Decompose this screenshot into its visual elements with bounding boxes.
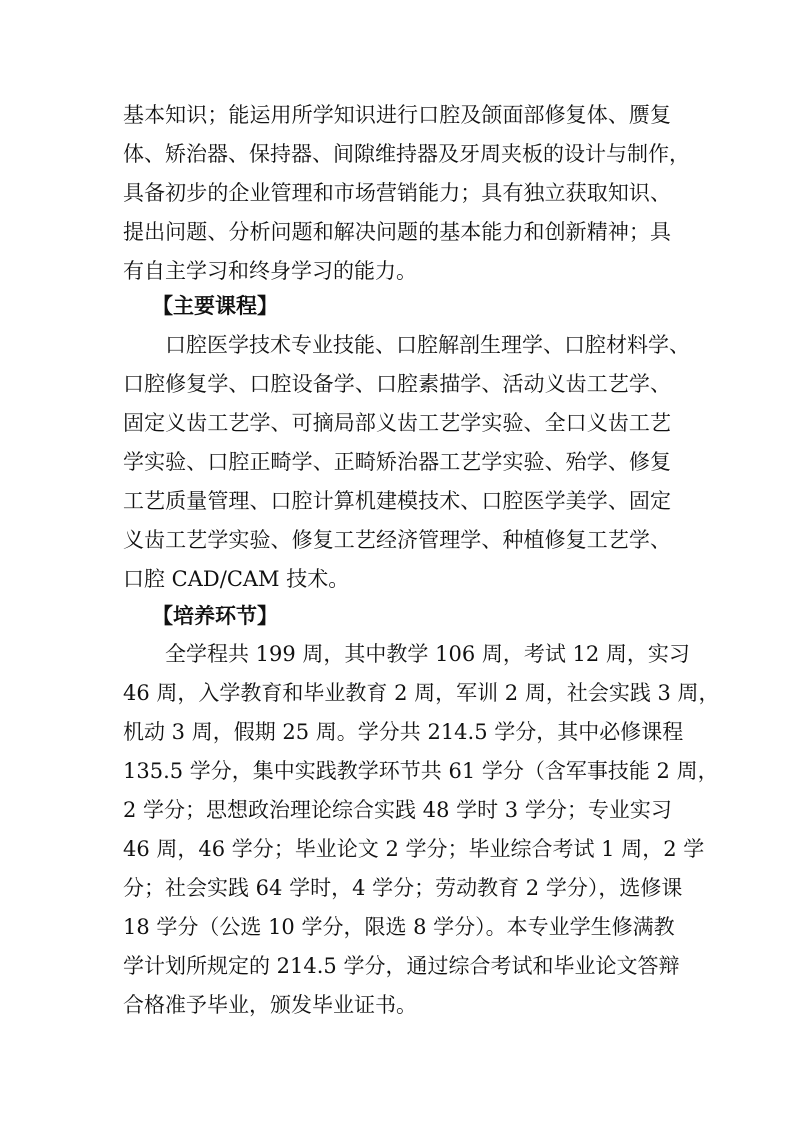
text-line: 合格准予毕业，颁发毕业证书。 [123, 993, 417, 1017]
text-line: 口腔 CAD/CAM 技术。 [123, 567, 350, 591]
text-line: 18 学分（公选 10 学分，限选 8 学分）。本专业学生修满教 [123, 915, 675, 939]
training-line [0, 829, 793, 869]
text-line: 工艺质量管理、口腔计算机建模技术、口腔医学美学、固定 [123, 489, 671, 513]
courses-line [0, 364, 793, 404]
courses-line [0, 481, 793, 521]
heading-text: 【培养环节】 [152, 603, 278, 628]
text-line: 体、矫治器、保持器、间隙维持器及牙周夹板的设计与制作， [123, 142, 690, 166]
training-line [0, 673, 793, 713]
heading-text: 【主要课程】 [152, 293, 278, 318]
training-line [0, 634, 793, 674]
text-line: 46 周，入学教育和毕业教育 2 周，军训 2 周，社会实践 3 周， [123, 681, 720, 705]
text-line: 有自主学习和终身学习的能力。 [123, 259, 417, 283]
text-line: 口腔修复学、口腔设备学、口腔素描学、活动义齿工艺学、 [123, 372, 671, 396]
intro-line [0, 212, 793, 252]
intro-line [0, 173, 793, 213]
training-line [0, 751, 793, 791]
text-line: 口腔医学技术专业技能、口腔解剖生理学、口腔材料学、 [165, 333, 690, 357]
courses-line [0, 559, 793, 599]
section-heading-training [0, 596, 793, 636]
text-line: 2 学分；思想政治理论综合实践 48 学时 3 学分；专业实习 [123, 798, 672, 822]
text-line: 135.5 学分，集中实践教学环节共 61 学分（含军事技能 2 周， [123, 759, 719, 783]
training-line [0, 712, 793, 752]
text-line: 学计划所规定的 214.5 学分，通过综合考试和毕业论文答辩 [123, 954, 680, 978]
text-line: 机动 3 周，假期 25 周。学分共 214.5 学分，其中必修课程 [123, 720, 684, 744]
training-line [0, 985, 793, 1025]
courses-line [0, 442, 793, 482]
training-line [0, 946, 793, 986]
text-line: 提出问题、分析问题和解决问题的基本能力和创新精神；具 [123, 220, 671, 244]
text-line: 学实验、口腔正畸学、正畸矫治器工艺学实验、殆学、修复 [123, 450, 671, 474]
intro-line [0, 251, 793, 291]
text-line: 具备初步的企业管理和市场营销能力；具有独立获取知识、 [123, 181, 671, 205]
text-line: 固定义齿工艺学、可摘局部义齿工艺学实验、全口义齿工艺 [123, 411, 671, 435]
courses-line [0, 325, 793, 365]
text-line: 46 周，46 学分；毕业论文 2 学分；毕业综合考试 1 周，2 学 [123, 837, 705, 861]
courses-line [0, 520, 793, 560]
intro-line [0, 134, 793, 174]
training-line [0, 907, 793, 947]
text-line: 义齿工艺学实验、修复工艺经济管理学、种植修复工艺学、 [123, 528, 671, 552]
training-line [0, 790, 793, 830]
text-line: 全学程共 199 周，其中教学 106 周，考试 12 周，实习 [165, 642, 690, 666]
training-line [0, 868, 793, 908]
text-line: 分；社会实践 64 学时，4 学分；劳动教育 2 学分），选修课 [123, 876, 683, 900]
text-line: 基本知识；能运用所学知识进行口腔及颌面部修复体、赝复 [123, 103, 671, 127]
courses-line [0, 403, 793, 443]
intro-line [0, 95, 793, 135]
section-heading-courses [0, 286, 793, 326]
